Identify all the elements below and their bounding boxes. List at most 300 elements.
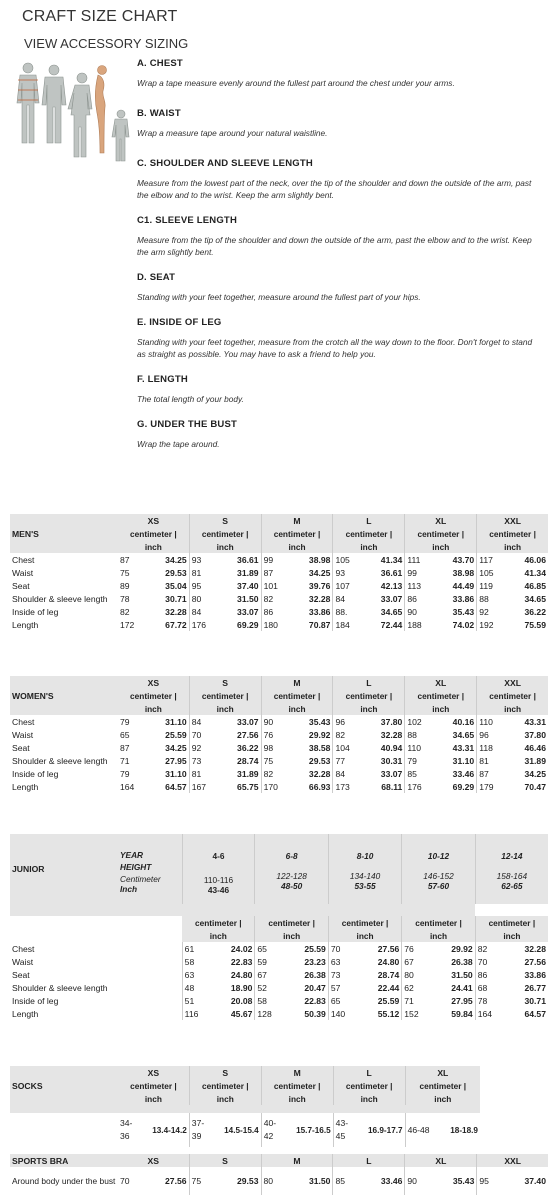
cell-cm: 67: [255, 968, 286, 981]
cell-inch: 36.22: [237, 742, 259, 753]
cell-inch: 31.89: [524, 755, 546, 766]
cell-inch: 34.25: [165, 742, 187, 753]
cell-cm: 88.: [333, 605, 363, 618]
cell-inch: 24.41: [451, 982, 473, 993]
cell-inch: 34.65: [380, 606, 403, 617]
size-header: XS: [118, 514, 189, 527]
size-header: M: [261, 676, 333, 689]
cell-cm: 173: [333, 780, 363, 793]
unit-label: inch: [477, 702, 548, 715]
cell-cm: 75: [120, 567, 130, 578]
unit-label: centimeter |: [118, 527, 189, 540]
table-row: [10, 754, 548, 767]
unit-label: inch: [118, 1092, 189, 1105]
cell-cm: 107: [333, 579, 363, 592]
cell-cm: 176: [189, 618, 219, 631]
cell-inch: 34.25: [308, 567, 331, 578]
cell-cm: 192: [477, 618, 507, 631]
table-row: [10, 968, 548, 981]
unit-label: inch: [333, 1092, 405, 1105]
cell-cm: 88: [477, 592, 507, 605]
guide-text: The total length of your body.: [137, 394, 244, 404]
cell-cm: 113: [405, 579, 435, 592]
cell-inch: 30.31: [380, 755, 403, 766]
cell-inch: 38.98: [308, 554, 331, 565]
table-row: [10, 728, 548, 741]
table-row: [10, 981, 548, 994]
cell-inch: 36.22: [524, 606, 546, 617]
cell-inch: 45.67: [230, 1008, 253, 1019]
unit-label: centimeter |: [118, 1079, 189, 1092]
table-row: [10, 942, 548, 955]
cell-inch: 32.28: [165, 606, 187, 617]
junior-inch: 48-50: [281, 881, 303, 891]
cell-inch: 38.58: [308, 742, 331, 753]
table-label: JUNIOR: [10, 834, 118, 904]
cell-cm: 164: [120, 781, 135, 792]
cell-inch: 27.56: [377, 943, 400, 954]
cell-inch: 69.29: [452, 781, 475, 792]
cell-inch: 34.25: [165, 554, 187, 565]
cell-cm: 118: [477, 741, 507, 754]
cell-inch: 31.50: [451, 969, 473, 980]
table-row: [10, 579, 548, 592]
row-label: Around body under the bust: [12, 1175, 116, 1186]
cell-inch: 40.16: [452, 716, 475, 727]
row-label: Seat: [12, 580, 30, 591]
table-label: SOCKS: [10, 1079, 118, 1092]
cm-label: Centimeter: [120, 874, 161, 884]
row-label: Chest: [12, 554, 35, 565]
unit-label: inch: [255, 929, 328, 942]
size-header: XS: [118, 676, 189, 689]
cell-cm: 101: [261, 579, 291, 592]
table-row: [10, 1007, 548, 1020]
unit-label: inch: [261, 702, 333, 715]
guide-text: Wrap a measure tape around your natural waistline.: [137, 128, 328, 138]
cell-inch: 25.59: [304, 943, 326, 954]
row-label: Inside of leg: [12, 995, 59, 1006]
unit-label: inch: [475, 929, 548, 942]
guide-text: Measure from the lowest part of the neck, over the tip of the shoulder and down the outside of the arm, past the elbow and to the wrist. Keep the arm slightly bent.: [137, 178, 532, 200]
guide-seat: [137, 272, 542, 303]
cell-cm: 71: [402, 994, 433, 1007]
cell-cm: 78: [120, 593, 130, 604]
cell-inch: 38.98: [452, 567, 475, 578]
socks-size-table: [10, 1066, 480, 1147]
cell-inch: 41.34: [380, 554, 403, 565]
cell-cm: 164: [475, 1007, 506, 1020]
cell-cm: 52: [255, 981, 286, 994]
cell-cm: 75: [261, 754, 291, 767]
cell-inch: 24.02: [230, 943, 253, 954]
cell-inch: 24.80: [377, 956, 400, 967]
table-label: WOMEN'S: [10, 689, 118, 702]
cell-cm: 92: [189, 741, 219, 754]
cell-cm: 86: [261, 605, 291, 618]
cell-inch: 59.84: [451, 1008, 473, 1019]
junior-size-col: [475, 834, 548, 904]
year-label: YEAR: [120, 850, 144, 860]
cell-cm: 70: [189, 728, 219, 741]
table-row: [10, 566, 548, 579]
measurement-guide: [137, 58, 542, 450]
sports-bra-size-table: [10, 1154, 548, 1195]
inch-label: Inch: [120, 884, 138, 894]
row-label: Chest: [12, 943, 35, 954]
cell-inch: 31.89: [237, 567, 259, 578]
size-header: L: [333, 1154, 405, 1167]
cell-cm: 84: [333, 767, 363, 780]
cell-cm: 99: [261, 553, 291, 566]
cell-cm: 79: [120, 716, 130, 727]
table-row: [10, 780, 548, 793]
cell-inch: 26.38: [451, 956, 473, 967]
cell-cm: 80: [261, 1167, 286, 1195]
cell-inch: 33.46: [380, 1176, 403, 1186]
cell-inch: 74.02: [452, 619, 475, 630]
cell-inch: 42.13: [380, 580, 403, 591]
table-label: SPORTS BRA: [10, 1154, 118, 1167]
cell-cm: 180: [261, 618, 291, 631]
cell-inch: 34.65: [524, 593, 546, 604]
size-header: L: [333, 1066, 405, 1079]
unit-label: inch: [118, 702, 189, 715]
cell-inch: 22.44: [377, 982, 400, 993]
size-header: S: [189, 1154, 261, 1167]
guide-text: Standing with your feet together, measure around the fullest part of your hips.: [137, 292, 421, 302]
unit-label: inch: [189, 702, 261, 715]
row-label: Shoulder & sleeve length: [12, 755, 108, 766]
junior-cm: 134-140: [349, 871, 381, 881]
unit-label: centimeter |: [405, 689, 477, 702]
cell-cm: 79: [120, 768, 130, 779]
cell-inch: 43.31: [524, 716, 546, 727]
cell-cm: 82: [261, 592, 291, 605]
cell-cm: 87: [120, 742, 130, 753]
size-header: XL: [405, 514, 477, 527]
size-header: M: [261, 1066, 333, 1079]
junior-inch: 53-55: [354, 881, 376, 891]
cell-inch: 41.34: [524, 567, 546, 578]
mens-size-table: [10, 514, 548, 631]
junior-cm: 158-164: [496, 871, 528, 881]
view-accessory-sizing-link[interactable]: VIEW ACCESSORY SIZING: [24, 36, 189, 51]
cell-cm: 88: [405, 728, 435, 741]
cell-cm: 57: [328, 981, 359, 994]
cell-cm: 111: [405, 553, 435, 566]
cell-inch: 30.71: [524, 995, 546, 1006]
unit-label: inch: [333, 702, 405, 715]
unit-label: inch: [405, 1092, 480, 1105]
cell-cm: 105: [333, 553, 363, 566]
cell-cm: 110: [477, 715, 507, 728]
unit-label: centimeter |: [405, 1079, 480, 1092]
size-header: XL: [405, 1154, 477, 1167]
cell-cm: 93: [189, 553, 219, 566]
unit-label: centimeter |: [477, 689, 548, 702]
unit-label: centimeter |: [189, 689, 261, 702]
cell-cm: 82: [120, 606, 130, 617]
row-label: Length: [12, 619, 39, 630]
cell-inch: 27.95: [165, 755, 187, 766]
cell-cm: 76: [402, 942, 433, 955]
cell-cm: 81: [189, 566, 219, 579]
cell-cm: 98: [261, 741, 291, 754]
unit-label: inch: [189, 1092, 261, 1105]
body-measurement-figure: [14, 58, 132, 166]
cell-inch: 39.76: [308, 580, 331, 591]
cell-cm: 86: [475, 968, 506, 981]
cell-inch: 24.80: [230, 969, 253, 980]
row-label: Length: [12, 1008, 39, 1019]
unit-label: centimeter |: [182, 916, 255, 929]
junior-size-col: [402, 834, 475, 904]
row-label: Inside of leg: [12, 606, 59, 617]
size-header: L: [333, 514, 405, 527]
cell-cm: 58: [182, 955, 212, 968]
row-label: Shoulder & sleeve length: [12, 593, 108, 604]
cell-inch: 37.80: [524, 729, 546, 740]
cell-inch: 18.90: [230, 982, 253, 993]
cell-inch: 50.39: [304, 1008, 326, 1019]
cell-inch: 29.92: [451, 943, 473, 954]
table-row: [10, 553, 548, 566]
cell-cm: 79: [405, 754, 435, 767]
cell-inch: 33.46: [452, 768, 475, 779]
sock-cm: 46-48: [405, 1113, 439, 1147]
unit-label: inch: [261, 1092, 333, 1105]
guide-heading: B. WAIST: [137, 108, 181, 119]
cell-cm: 81: [189, 767, 219, 780]
cell-inch: 64.57: [165, 781, 187, 792]
cell-inch: 75.59: [524, 619, 546, 630]
size-header: XXL: [477, 676, 548, 689]
cell-inch: 23.23: [304, 956, 326, 967]
sock-inch: 16.9-17.7: [368, 1125, 403, 1135]
cell-cm: 73: [328, 968, 359, 981]
cell-inch: 28.74: [377, 969, 400, 980]
cell-cm: 84: [333, 592, 363, 605]
size-header: S: [189, 1066, 261, 1079]
cell-cm: 78: [475, 994, 506, 1007]
junior-year: 8-10: [356, 851, 374, 861]
cell-inch: 36.61: [237, 554, 259, 565]
unit-label: centimeter |: [333, 1079, 405, 1092]
guide-text: Wrap the tape around.: [137, 439, 220, 449]
guide-heading: G. UNDER THE BUST: [137, 419, 237, 430]
cell-inch: 26.77: [524, 982, 546, 993]
cell-inch: 34.65: [452, 729, 475, 740]
size-header: XS: [118, 1066, 189, 1079]
cell-cm: 71: [120, 755, 130, 766]
size-header: XXL: [477, 514, 548, 527]
cell-cm: 87: [261, 566, 291, 579]
sock-inch: 15.7-16.5: [296, 1125, 331, 1135]
cell-cm: 90: [261, 715, 291, 728]
cell-cm: 67: [402, 955, 433, 968]
table-row: [10, 955, 548, 968]
sock-cm: 34- 36: [120, 1118, 133, 1141]
cell-cm: 84: [189, 715, 219, 728]
size-header: XS: [118, 1154, 189, 1167]
cell-cm: 93: [333, 566, 363, 579]
size-header: S: [189, 676, 261, 689]
cell-cm: 87: [120, 554, 130, 565]
row-label: Seat: [12, 969, 30, 980]
table-row: [10, 618, 548, 631]
cell-inch: 27.95: [451, 995, 473, 1006]
cell-cm: 84: [189, 605, 219, 618]
unit-label: centimeter |: [333, 527, 405, 540]
cell-inch: 43.31: [452, 742, 475, 753]
guide-under-bust: [137, 419, 542, 450]
cell-cm: 96: [477, 728, 507, 741]
row-label: Waist: [12, 567, 34, 578]
sock-cm: 37- 39: [189, 1113, 211, 1147]
table-row: [10, 741, 548, 754]
cell-inch: 65.75: [237, 781, 259, 792]
unit-label: centimeter |: [118, 689, 189, 702]
cell-cm: 90: [405, 605, 435, 618]
cell-inch: 29.53: [308, 755, 331, 766]
row-label: Chest: [12, 716, 35, 727]
cell-cm: 170: [261, 780, 291, 793]
junior-size-table: [10, 834, 548, 1020]
junior-inch: 43-46: [207, 885, 230, 895]
cell-inch: 35.04: [165, 580, 187, 591]
sock-inch: 13.4-14.2: [152, 1125, 187, 1135]
junior-year: 12-14: [501, 851, 523, 861]
table-row: [10, 715, 548, 728]
unit-label: inch: [189, 540, 261, 553]
cell-cm: 51: [182, 994, 212, 1007]
cell-inch: 64.57: [524, 1008, 546, 1019]
cell-inch: 36.61: [380, 567, 403, 578]
cell-inch: 70.47: [524, 781, 546, 792]
cell-inch: 46.06: [524, 554, 546, 565]
cell-inch: 37.40: [524, 1176, 546, 1186]
cell-cm: 188: [405, 618, 435, 631]
unit-label: inch: [477, 540, 548, 553]
cell-inch: 20.08: [230, 995, 253, 1006]
page-title: CRAFT SIZE CHART: [22, 8, 178, 25]
cell-cm: 81: [477, 754, 507, 767]
cell-inch: 35.43: [452, 1176, 475, 1186]
cell-inch: 27.56: [237, 729, 259, 740]
junior-year: 10-12: [427, 851, 450, 861]
guide-heading: D. SEAT: [137, 272, 176, 283]
cell-cm: 82: [475, 942, 506, 955]
cell-cm: 140: [328, 1007, 359, 1020]
sock-inch: 14.5-15.4: [224, 1125, 259, 1135]
cell-cm: 167: [189, 780, 219, 793]
cell-inch: 27.56: [165, 1176, 187, 1186]
cell-inch: 22.83: [230, 956, 253, 967]
cell-cm: 75: [189, 1167, 214, 1195]
cell-cm: 90: [405, 1167, 430, 1195]
cell-cm: 116: [182, 1007, 212, 1020]
row-label: Inside of leg: [12, 768, 59, 779]
cell-cm: 58: [255, 994, 286, 1007]
cell-inch: 31.50: [308, 1176, 331, 1186]
cell-cm: 86: [405, 592, 435, 605]
cell-cm: 99: [405, 566, 435, 579]
cell-inch: 44.49: [452, 580, 475, 591]
unit-label: inch: [182, 929, 255, 942]
guide-heading: F. LENGTH: [137, 374, 188, 385]
cell-cm: 119: [477, 579, 507, 592]
cell-cm: 179: [477, 780, 507, 793]
height-label: HEIGHT: [120, 862, 152, 872]
table-row: [10, 767, 548, 780]
cell-cm: 128: [255, 1007, 286, 1020]
guide-inside-leg: [137, 317, 542, 360]
cell-inch: 29.92: [308, 729, 331, 740]
unit-label: inch: [118, 540, 189, 553]
row-label: Waist: [12, 729, 34, 740]
cell-inch: 46.85: [524, 580, 546, 591]
cell-cm: 89: [120, 580, 130, 591]
cell-cm: 65: [328, 994, 359, 1007]
cell-cm: 80: [402, 968, 433, 981]
junior-size-col: [255, 834, 328, 904]
junior-size-col: [328, 834, 401, 904]
cell-cm: 76: [261, 728, 291, 741]
cell-cm: 82: [261, 767, 291, 780]
guide-sleeve-length: [137, 215, 542, 258]
unit-label: centimeter |: [328, 916, 401, 929]
cell-cm: 102: [405, 715, 435, 728]
size-header: XL: [405, 676, 477, 689]
cell-cm: 105: [477, 566, 507, 579]
cell-cm: 70: [120, 1176, 130, 1186]
row-label: Waist: [12, 956, 34, 967]
cell-inch: 67.72: [165, 619, 187, 630]
cell-inch: 33.07: [380, 768, 403, 779]
cell-inch: 46.46: [524, 742, 546, 753]
table-row: [10, 592, 548, 605]
cell-inch: 31.10: [165, 768, 187, 779]
cell-inch: 31.10: [452, 755, 475, 766]
sock-cm: 40- 42: [261, 1113, 283, 1147]
table-row: [10, 605, 548, 618]
unit-label: inch: [328, 929, 401, 942]
cell-inch: 40.94: [380, 742, 403, 753]
cell-cm: 95: [189, 579, 219, 592]
unit-label: centimeter |: [255, 916, 328, 929]
cell-inch: 31.10: [165, 716, 187, 727]
cell-inch: 34.25: [524, 768, 546, 779]
cell-inch: 32.28: [524, 943, 546, 954]
cell-inch: 33.86: [452, 593, 475, 604]
cell-inch: 29.53: [236, 1176, 259, 1186]
cell-inch: 43.70: [452, 554, 475, 565]
row-label: Length: [12, 781, 39, 792]
junior-inch: 62-65: [501, 881, 523, 891]
cell-cm: 117: [477, 553, 507, 566]
unit-label: centimeter |: [405, 527, 477, 540]
unit-label: centimeter |: [475, 916, 548, 929]
cell-inch: 25.59: [165, 729, 187, 740]
size-header: XXL: [477, 1154, 548, 1167]
cell-cm: 70: [328, 942, 359, 955]
unit-label: centimeter |: [261, 689, 333, 702]
guide-chest: [137, 58, 542, 88]
cell-inch: 26.38: [304, 969, 326, 980]
cell-cm: 65: [120, 729, 130, 740]
size-header: M: [261, 1154, 333, 1167]
